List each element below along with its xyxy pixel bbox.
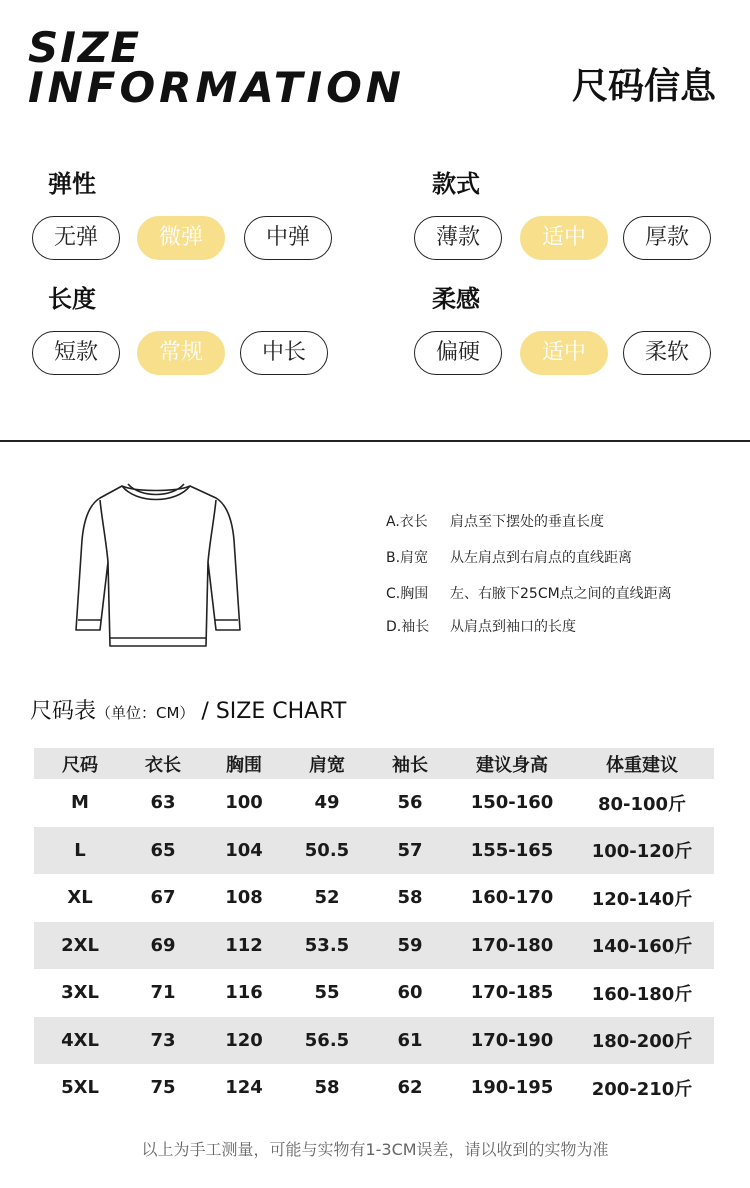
legend-desc: 从左肩点到右肩点的直线距离 (450, 550, 632, 566)
table-cell: 73 (126, 1017, 200, 1065)
option-regular: 常规 (137, 331, 225, 375)
table-cell: 112 (200, 922, 288, 970)
elasticity-label: 弹性 (48, 170, 96, 198)
legend-desc: 肩点至下摆处的垂直长度 (450, 514, 604, 530)
table-cell: 170-180 (454, 922, 570, 970)
option-stiff: 偏硬 (414, 331, 502, 375)
header-chest: 胸围 (200, 748, 288, 779)
size-table (34, 748, 714, 1112)
table-cell: M (71, 792, 89, 814)
table-cell: 200-210斤 (591, 1078, 693, 1100)
table-cell: 108 (225, 887, 263, 909)
length-label: 长度 (48, 285, 96, 313)
table-cell: 170-190 (454, 1017, 570, 1065)
table-cell: 120 (200, 1017, 288, 1065)
option-soft: 柔软 (623, 331, 711, 375)
option-slight-stretch: 微弹 (137, 216, 225, 260)
table-cell: 56.5 (288, 1017, 366, 1065)
table-cell: 2XL (34, 922, 126, 970)
option-mid-length: 中长 (240, 331, 328, 375)
title-line-information: INFORMATION (28, 63, 405, 112)
table-cell: 58 (397, 887, 423, 909)
table-cell: 55 (314, 982, 340, 1004)
table-cell: 65 (126, 827, 200, 875)
header-weight: 体重建议 (570, 748, 714, 779)
table-cell: 120-140斤 (591, 888, 693, 910)
table-cell: 57 (366, 827, 454, 875)
option-no-stretch: 无弹 (32, 216, 120, 260)
legend-key: A.衣长 (386, 514, 428, 530)
table-cell: 61 (366, 1017, 454, 1065)
table-cell: 190-195 (470, 1077, 554, 1099)
option-moderate-softness: 适中 (520, 331, 608, 375)
table-cell: 3XL (61, 982, 99, 1004)
header-length: 衣长 (126, 748, 200, 779)
option-thin: 薄款 (414, 216, 502, 260)
header-sleeve: 袖长 (366, 748, 454, 779)
table-cell: 180-200斤 (570, 1017, 714, 1065)
header-size: 尺码 (34, 748, 126, 779)
measurement-disclaimer: 以上为手工测量，可能与实物有1-3CM误差，请以收到的实物为准 (141, 1140, 609, 1159)
table-cell: 69 (126, 922, 200, 970)
legend-key: C.胸围 (386, 586, 429, 602)
softness-label: 柔感 (432, 285, 480, 313)
table-cell: 140-160斤 (570, 922, 714, 970)
legend-key: D.袖长 (386, 619, 430, 635)
sweater-outline-icon (66, 470, 246, 660)
chinese-title: 尺码信息 (572, 66, 717, 107)
table-cell: L (34, 827, 126, 875)
section-divider (0, 440, 750, 442)
table-cell: 71 (150, 982, 176, 1004)
table-cell: 124 (225, 1077, 263, 1099)
option-short: 短款 (32, 331, 120, 375)
heading-en: / SIZE CHART (194, 699, 347, 724)
table-cell: 100 (225, 792, 263, 814)
table-cell: 5XL (61, 1077, 99, 1099)
legend-shoulder (386, 547, 632, 567)
table-header-row (34, 748, 714, 779)
table-cell: 53.5 (288, 922, 366, 970)
table-cell: 58 (314, 1077, 340, 1099)
table-row (34, 969, 714, 1017)
table-cell: 50.5 (288, 827, 366, 875)
table-cell: 150-160 (470, 792, 554, 814)
legend-chest (386, 583, 672, 603)
style-label: 款式 (432, 170, 480, 198)
legend-sleeve (386, 616, 576, 636)
legend-desc: 从肩点到袖口的长度 (450, 619, 576, 635)
table-cell: 67 (150, 887, 176, 909)
legend-length (386, 511, 604, 531)
title-line-size: SIZE (28, 23, 142, 72)
option-thick: 厚款 (623, 216, 711, 260)
heading-unit: （单位：CM） (96, 704, 195, 722)
table-cell: 49 (314, 792, 340, 814)
table-cell: 59 (366, 922, 454, 970)
legend-key: B.肩宽 (386, 550, 429, 566)
header-height: 建议身高 (454, 748, 570, 779)
table-cell: 104 (200, 827, 288, 875)
heading-main: 尺码表 (30, 699, 97, 724)
english-title (28, 23, 405, 112)
table-cell: 160-180斤 (591, 983, 693, 1005)
table-cell: 116 (225, 982, 263, 1004)
table-cell: XL (67, 887, 93, 909)
table-cell: 4XL (34, 1017, 126, 1065)
table-cell: 60 (397, 982, 423, 1004)
table-row (34, 874, 714, 922)
table-cell: 170-185 (470, 982, 554, 1004)
table-row (34, 779, 714, 827)
table-cell: 63 (150, 792, 176, 814)
table-cell: 80-100斤 (597, 793, 687, 815)
table-cell: 56 (397, 792, 423, 814)
table-row (34, 827, 714, 875)
legend-desc: 左、右腋下25CM点之间的直线距离 (450, 586, 672, 602)
option-moderate-thickness: 适中 (520, 216, 608, 260)
table-row (34, 1064, 714, 1112)
table-cell: 75 (150, 1077, 176, 1099)
table-cell: 155-165 (454, 827, 570, 875)
table-row (34, 1017, 714, 1065)
size-chart-heading (30, 694, 346, 725)
table-cell: 52 (314, 887, 340, 909)
table-cell: 100-120斤 (570, 827, 714, 875)
option-medium-stretch: 中弹 (244, 216, 332, 260)
table-cell: 62 (397, 1077, 423, 1099)
table-cell: 160-170 (470, 887, 554, 909)
header-shoulder: 肩宽 (288, 748, 366, 779)
table-row (34, 922, 714, 970)
